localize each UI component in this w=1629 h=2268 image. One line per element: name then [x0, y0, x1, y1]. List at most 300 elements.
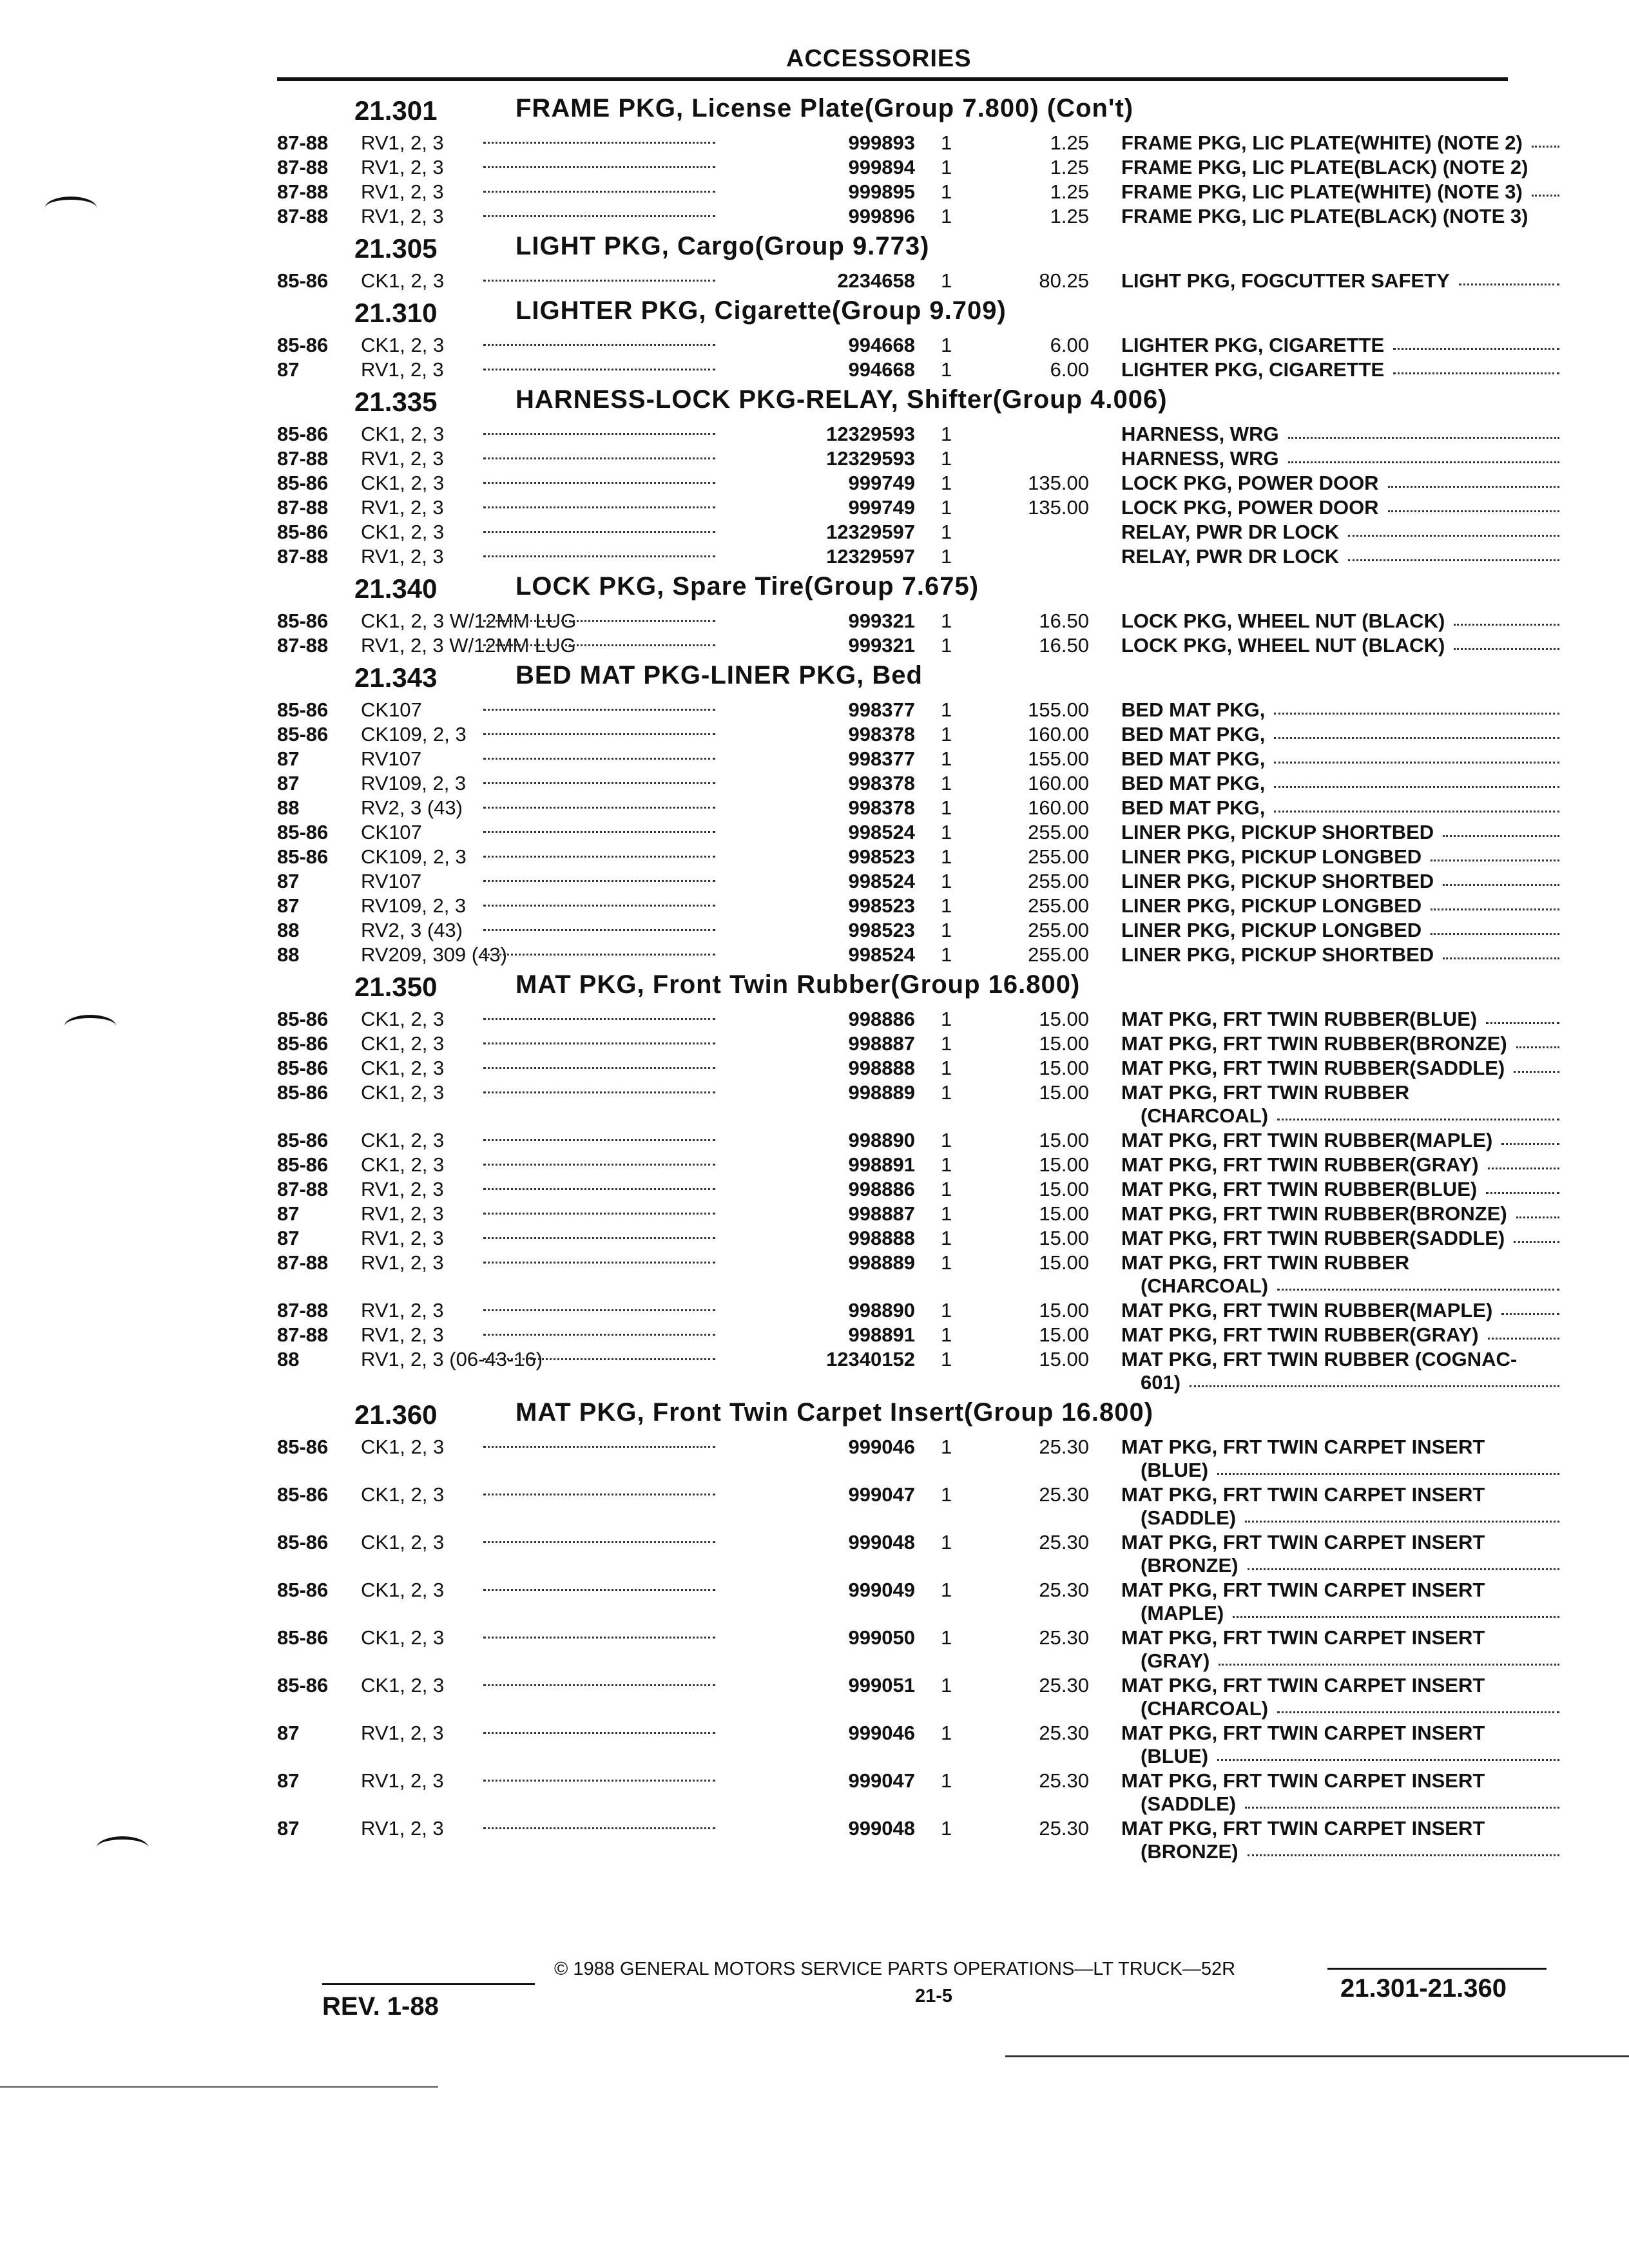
footer-rule-left — [322, 1983, 535, 1985]
leader-dots — [483, 1237, 715, 1239]
leader-dots — [1393, 348, 1559, 350]
part-row — [271, 1530, 1547, 1577]
part-description: RELAY, PWR DR LOCK — [1121, 521, 1340, 543]
model-code: CK1, 2, 3 — [361, 1057, 445, 1079]
footer-page-number: 21-5 — [915, 1986, 953, 2006]
part-number: 998888 — [848, 1057, 915, 1079]
price: 135.00 — [1028, 496, 1089, 519]
leader-dots — [483, 482, 715, 484]
part-row — [271, 1006, 1547, 1031]
part-description: MAT PKG, FRT TWIN RUBBER(BRONZE) — [1121, 1202, 1507, 1225]
part-number: 999048 — [848, 1531, 915, 1553]
leader-dots — [483, 1446, 715, 1448]
price: 6.00 — [1050, 334, 1089, 356]
leader-dots — [483, 433, 715, 435]
part-description-continued: (SADDLE) — [1141, 1792, 1237, 1815]
part-description-continued: (BLUE) — [1141, 1459, 1209, 1481]
part-number: 998890 — [848, 1299, 915, 1321]
leader-dots — [483, 1091, 715, 1093]
section-number: 21.301 — [354, 95, 438, 126]
model-year: 85-86 — [277, 1129, 329, 1151]
leader-dots — [483, 758, 715, 760]
model-code: RV1, 2, 3 — [361, 1251, 444, 1274]
model-code: RV109, 2, 3 — [361, 894, 467, 917]
part-description: BED MAT PKG, — [1121, 747, 1266, 770]
part-description: BED MAT PKG, — [1121, 772, 1266, 794]
model-code: RV1, 2, 3 — [361, 205, 444, 227]
part-number: 999047 — [848, 1483, 915, 1506]
footer-rule-right — [1327, 1968, 1547, 1970]
part-row — [271, 722, 1547, 746]
model-year: 85-86 — [277, 845, 329, 868]
model-year: 87-88 — [277, 205, 329, 227]
leader-dots — [1288, 461, 1559, 463]
price: 25.30 — [1039, 1674, 1089, 1696]
model-year: 85-86 — [277, 723, 329, 745]
part-row — [271, 697, 1547, 722]
leader-dots — [483, 954, 715, 956]
footer-copyright: © 1988 GENERAL MOTORS SERVICE PARTS OPERATIONS—LT TRUCK—52R — [554, 1959, 1236, 1979]
quantity: 1 — [941, 269, 952, 292]
leader-dots — [1277, 1711, 1559, 1713]
model-year: 85-86 — [277, 1032, 329, 1055]
leader-dots — [1393, 372, 1559, 374]
leader-dots — [1514, 1241, 1559, 1243]
leader-dots — [1245, 1521, 1559, 1523]
price: 15.00 — [1039, 1081, 1089, 1104]
model-year: 85-86 — [277, 334, 329, 356]
leader-dots — [483, 191, 715, 193]
leader-dots — [483, 709, 715, 711]
price: 15.00 — [1039, 1153, 1089, 1176]
model-code: CK109, 2, 3 — [361, 723, 467, 745]
model-year: 85-86 — [277, 472, 329, 494]
price: 255.00 — [1028, 894, 1089, 917]
model-code: RV1, 2, 3 — [361, 545, 444, 568]
leader-dots — [483, 733, 715, 735]
leader-dots — [483, 1164, 715, 1166]
model-code: RV2, 3 (43) — [361, 919, 463, 941]
quantity: 1 — [941, 1178, 952, 1200]
part-number: 998887 — [848, 1032, 915, 1055]
model-code: CK107 — [361, 821, 422, 843]
model-year: 88 — [277, 1348, 300, 1370]
part-row — [271, 820, 1547, 844]
part-description: MAT PKG, FRT TWIN RUBBER — [1121, 1081, 1410, 1104]
section-title: LOCK PKG, Spare Tire(Group 7.675) — [516, 572, 979, 601]
part-number: 998524 — [848, 943, 915, 966]
part-number: 998891 — [848, 1323, 915, 1346]
model-code: RV1, 2, 3 — [361, 447, 444, 470]
part-description-continued: (GRAY) — [1141, 1649, 1210, 1672]
price: 1.25 — [1050, 131, 1089, 154]
quantity: 1 — [941, 1251, 952, 1274]
part-number: 998890 — [848, 1129, 915, 1151]
part-number: 12329597 — [826, 521, 915, 543]
leader-dots — [483, 1334, 715, 1336]
header-rule — [277, 77, 1508, 81]
part-number: 998889 — [848, 1081, 915, 1104]
quantity: 1 — [941, 747, 952, 770]
leader-dots — [483, 166, 715, 168]
quantity: 1 — [941, 1674, 952, 1696]
quantity: 1 — [941, 334, 952, 356]
quantity: 1 — [941, 1129, 952, 1151]
part-number: 999321 — [848, 634, 915, 657]
leader-dots — [1219, 1664, 1559, 1666]
leader-dots — [1454, 624, 1559, 626]
leader-dots — [483, 1043, 715, 1044]
model-year: 88 — [277, 943, 300, 966]
leader-dots — [483, 807, 715, 809]
part-number: 999749 — [848, 472, 915, 494]
part-number: 12329597 — [826, 545, 915, 568]
model-code: RV1, 2, 3 — [361, 1178, 444, 1200]
price: 255.00 — [1028, 870, 1089, 892]
model-code: RV1, 2, 3 — [361, 1227, 444, 1249]
part-row — [271, 155, 1547, 179]
part-row — [271, 495, 1547, 519]
part-row — [271, 332, 1547, 357]
model-code: CK1, 2, 3 — [361, 1129, 445, 1151]
catalog-section — [271, 90, 1547, 228]
part-row — [271, 1201, 1547, 1225]
quantity: 1 — [941, 1579, 952, 1601]
price: 155.00 — [1028, 698, 1089, 721]
model-year: 88 — [277, 919, 300, 941]
price: 255.00 — [1028, 821, 1089, 843]
leader-dots — [1190, 1385, 1559, 1387]
model-year: 85-86 — [277, 1626, 329, 1649]
part-row — [271, 470, 1547, 495]
price: 25.30 — [1039, 1626, 1089, 1649]
model-code: CK1, 2, 3 — [361, 1436, 445, 1458]
leader-dots — [483, 1018, 715, 1020]
quantity: 1 — [941, 545, 952, 568]
part-description-continued: (BRONZE) — [1141, 1554, 1239, 1577]
model-code: RV2, 3 (43) — [361, 796, 463, 819]
part-description-continued: 601) — [1141, 1371, 1181, 1394]
leader-dots — [1217, 1473, 1559, 1475]
price: 160.00 — [1028, 796, 1089, 819]
part-description: BED MAT PKG, — [1121, 698, 1266, 721]
section-title: BED MAT PKG-LINER PKG, Bed — [516, 661, 923, 689]
model-code: RV1, 2, 3 — [361, 496, 444, 519]
part-row — [271, 357, 1547, 381]
leader-dots — [1486, 1022, 1559, 1024]
part-description: FRAME PKG, LIC PLATE(BLACK) (NOTE 3) — [1121, 205, 1528, 227]
model-code: RV1, 2, 3 — [361, 156, 444, 178]
section-title: FRAME PKG, License Plate(Group 7.800) (Con't) — [516, 94, 1134, 122]
price: 1.25 — [1050, 180, 1089, 203]
leader-dots — [483, 1637, 715, 1639]
part-description: LOCK PKG, WHEEL NUT (BLACK) — [1121, 610, 1445, 632]
part-row — [271, 1625, 1547, 1673]
part-number: 2234658 — [837, 269, 915, 292]
punch-hole-mark — [64, 1015, 116, 1037]
quantity: 1 — [941, 205, 952, 227]
price: 25.30 — [1039, 1436, 1089, 1458]
quantity: 1 — [941, 1483, 952, 1506]
quantity: 1 — [941, 870, 952, 892]
model-year: 87-88 — [277, 131, 329, 154]
leader-dots — [483, 369, 715, 370]
section-number: 21.310 — [354, 298, 438, 328]
part-row — [271, 544, 1547, 568]
model-year: 85-86 — [277, 1057, 329, 1079]
section-title: LIGHTER PKG, Cigarette(Group 9.709) — [516, 296, 1007, 325]
leader-dots — [1459, 284, 1559, 285]
model-code: CK1, 2, 3 — [361, 1626, 445, 1649]
leader-dots — [1443, 957, 1559, 959]
model-year: 87-88 — [277, 180, 329, 203]
part-number: 998523 — [848, 894, 915, 917]
model-year: 87 — [277, 1817, 300, 1840]
price: 1.25 — [1050, 156, 1089, 178]
model-year: 87 — [277, 870, 300, 892]
leader-dots — [1277, 1289, 1559, 1291]
part-number: 999046 — [848, 1436, 915, 1458]
leader-dots — [483, 620, 715, 622]
part-row — [271, 893, 1547, 918]
quantity: 1 — [941, 634, 952, 657]
part-number: 999051 — [848, 1674, 915, 1696]
leader-dots — [483, 1589, 715, 1591]
catalog-section — [271, 381, 1547, 568]
quantity: 1 — [941, 821, 952, 843]
model-year: 85-86 — [277, 698, 329, 721]
model-code: RV109, 2, 3 — [361, 772, 467, 794]
part-description: FRAME PKG, LIC PLATE(BLACK) (NOTE 2) — [1121, 156, 1528, 178]
leader-dots — [1486, 1192, 1559, 1194]
quantity: 1 — [941, 1323, 952, 1346]
part-number: 998377 — [848, 747, 915, 770]
leader-dots — [483, 457, 715, 459]
part-description: LIGHTER PKG, CIGARETTE — [1121, 334, 1385, 356]
quantity: 1 — [941, 610, 952, 632]
leader-dots — [483, 1780, 715, 1782]
model-code: CK109, 2, 3 — [361, 845, 467, 868]
part-row — [271, 795, 1547, 820]
quantity: 1 — [941, 1531, 952, 1553]
quantity: 1 — [941, 423, 952, 445]
part-description: MAT PKG, FRT TWIN CARPET INSERT — [1121, 1817, 1485, 1840]
model-year: 87 — [277, 1227, 300, 1249]
leader-dots — [483, 555, 715, 557]
leader-dots — [1514, 1071, 1559, 1073]
price: 15.00 — [1039, 1227, 1089, 1249]
section-heading — [271, 90, 1547, 130]
model-year: 85-86 — [277, 269, 329, 292]
leader-dots — [483, 831, 715, 833]
model-code: CK1, 2, 3 — [361, 269, 445, 292]
part-description: LINER PKG, PICKUP LONGBED — [1121, 894, 1422, 917]
leader-dots — [483, 1262, 715, 1264]
model-year: 85-86 — [277, 1483, 329, 1506]
model-year: 85-86 — [277, 1153, 329, 1176]
quantity: 1 — [941, 521, 952, 543]
model-code: RV1, 2, 3 — [361, 180, 444, 203]
price: 15.00 — [1039, 1129, 1089, 1151]
section-heading — [271, 568, 1547, 608]
leader-dots — [483, 531, 715, 533]
part-number: 999049 — [848, 1579, 915, 1601]
leader-dots — [1274, 811, 1559, 812]
leader-dots — [1443, 835, 1559, 837]
part-row — [271, 1031, 1547, 1055]
leader-dots — [1348, 535, 1559, 537]
model-code: CK1, 2, 3 — [361, 1153, 445, 1176]
price: 25.30 — [1039, 1817, 1089, 1840]
part-row — [271, 1128, 1547, 1152]
leader-dots — [1488, 1338, 1559, 1340]
part-row — [271, 130, 1547, 155]
part-row — [271, 608, 1547, 633]
part-row — [271, 204, 1547, 228]
part-row — [271, 1720, 1547, 1768]
model-year: 87-88 — [277, 1251, 329, 1274]
part-row — [271, 869, 1547, 893]
part-row — [271, 1298, 1547, 1322]
quantity: 1 — [941, 1081, 952, 1104]
leader-dots — [1274, 713, 1559, 715]
part-description-continued: (BLUE) — [1141, 1745, 1209, 1767]
section-heading — [271, 657, 1547, 697]
quantity: 1 — [941, 1227, 952, 1249]
model-code: CK1, 2, 3 — [361, 1008, 445, 1030]
leader-dots — [1388, 510, 1559, 512]
model-code: RV1, 2, 3 (06-43-16) — [361, 1348, 543, 1370]
part-description: LOCK PKG, POWER DOOR — [1121, 472, 1379, 494]
section-heading — [271, 293, 1547, 332]
leader-dots — [1431, 908, 1559, 910]
model-year: 85-86 — [277, 1008, 329, 1030]
part-description: HARNESS, WRG — [1121, 447, 1279, 470]
catalog-section — [271, 1394, 1547, 1863]
model-code: RV107 — [361, 870, 422, 892]
part-number: 999896 — [848, 205, 915, 227]
model-code: RV1, 2, 3 — [361, 1202, 444, 1225]
leader-dots — [1248, 1854, 1559, 1856]
part-description: LINER PKG, PICKUP SHORTBED — [1121, 870, 1434, 892]
leader-dots — [1274, 762, 1559, 764]
quantity: 1 — [941, 472, 952, 494]
part-description: MAT PKG, FRT TWIN RUBBER(MAPLE) — [1121, 1299, 1493, 1321]
part-number: 12329593 — [826, 447, 915, 470]
leader-dots — [1501, 1143, 1559, 1145]
part-row — [271, 1055, 1547, 1080]
part-description: LINER PKG, PICKUP SHORTBED — [1121, 943, 1434, 966]
part-description: MAT PKG, FRT TWIN CARPET INSERT — [1121, 1722, 1485, 1744]
quantity: 1 — [941, 156, 952, 178]
price: 15.00 — [1039, 1178, 1089, 1200]
quantity: 1 — [941, 943, 952, 966]
part-number: 12340152 — [826, 1348, 915, 1370]
leader-dots — [1431, 860, 1559, 861]
model-code: CK1, 2, 3 — [361, 1032, 445, 1055]
quantity: 1 — [941, 131, 952, 154]
part-number: 999893 — [848, 131, 915, 154]
part-description: LIGHTER PKG, CIGARETTE — [1121, 358, 1385, 381]
leader-dots — [483, 1188, 715, 1190]
leader-dots — [483, 1213, 715, 1215]
part-number: 994668 — [848, 334, 915, 356]
part-number: 998888 — [848, 1227, 915, 1249]
leader-dots — [483, 280, 715, 282]
part-row — [271, 1482, 1547, 1530]
section-heading — [271, 228, 1547, 268]
leader-dots — [1501, 1313, 1559, 1315]
scan-line — [0, 2086, 438, 2088]
model-year: 85-86 — [277, 521, 329, 543]
model-year: 87-88 — [277, 1299, 329, 1321]
section-heading — [271, 381, 1547, 421]
part-row — [271, 1080, 1547, 1128]
model-year: 85-86 — [277, 1579, 329, 1601]
quantity: 1 — [941, 447, 952, 470]
part-description: FRAME PKG, LIC PLATE(WHITE) (NOTE 2) — [1121, 131, 1523, 154]
price: 15.00 — [1039, 1299, 1089, 1321]
part-description: MAT PKG, FRT TWIN RUBBER(SADDLE) — [1121, 1057, 1505, 1079]
model-code: CK1, 2, 3 — [361, 1674, 445, 1696]
model-year: 87 — [277, 1202, 300, 1225]
model-year: 85-86 — [277, 423, 329, 445]
section-heading — [271, 966, 1547, 1006]
leader-dots — [1274, 737, 1559, 739]
part-row — [271, 844, 1547, 869]
model-code: CK1, 2, 3 — [361, 1483, 445, 1506]
price: 16.50 — [1039, 610, 1089, 632]
part-number: 999894 — [848, 156, 915, 178]
price: 15.00 — [1039, 1348, 1089, 1370]
model-year: 87-88 — [277, 1323, 329, 1346]
leader-dots — [1245, 1807, 1559, 1809]
leader-dots — [483, 1827, 715, 1829]
leader-dots — [483, 215, 715, 217]
punch-hole-mark — [97, 1836, 148, 1859]
quantity: 1 — [941, 496, 952, 519]
price: 25.30 — [1039, 1531, 1089, 1553]
part-description: MAT PKG, FRT TWIN CARPET INSERT — [1121, 1626, 1485, 1649]
part-description: MAT PKG, FRT TWIN CARPET INSERT — [1121, 1674, 1485, 1696]
price: 15.00 — [1039, 1202, 1089, 1225]
leader-dots — [483, 344, 715, 346]
part-description-continued: (MAPLE) — [1141, 1602, 1224, 1624]
part-number: 998377 — [848, 698, 915, 721]
model-code: CK1, 2, 3 — [361, 334, 445, 356]
model-year: 85-86 — [277, 821, 329, 843]
model-year: 87-88 — [277, 496, 329, 519]
part-description: MAT PKG, FRT TWIN CARPET INSERT — [1121, 1531, 1485, 1553]
model-year: 85-86 — [277, 1531, 329, 1553]
price: 25.30 — [1039, 1483, 1089, 1506]
price: 160.00 — [1028, 723, 1089, 745]
part-number: 999050 — [848, 1626, 915, 1649]
part-number: 999895 — [848, 180, 915, 203]
part-row — [271, 268, 1547, 293]
catalog-section — [271, 966, 1547, 1394]
price: 255.00 — [1028, 943, 1089, 966]
leader-dots — [1348, 559, 1559, 561]
part-row — [271, 179, 1547, 204]
part-description: MAT PKG, FRT TWIN CARPET INSERT — [1121, 1579, 1485, 1601]
model-code: CK1, 2, 3 — [361, 423, 445, 445]
part-description: BED MAT PKG, — [1121, 796, 1266, 819]
catalog-section — [271, 568, 1547, 657]
model-code: RV1, 2, 3 — [361, 1299, 444, 1321]
section-title: MAT PKG, Front Twin Carpet Insert(Group 16.800) — [516, 1398, 1154, 1427]
model-year: 87 — [277, 894, 300, 917]
